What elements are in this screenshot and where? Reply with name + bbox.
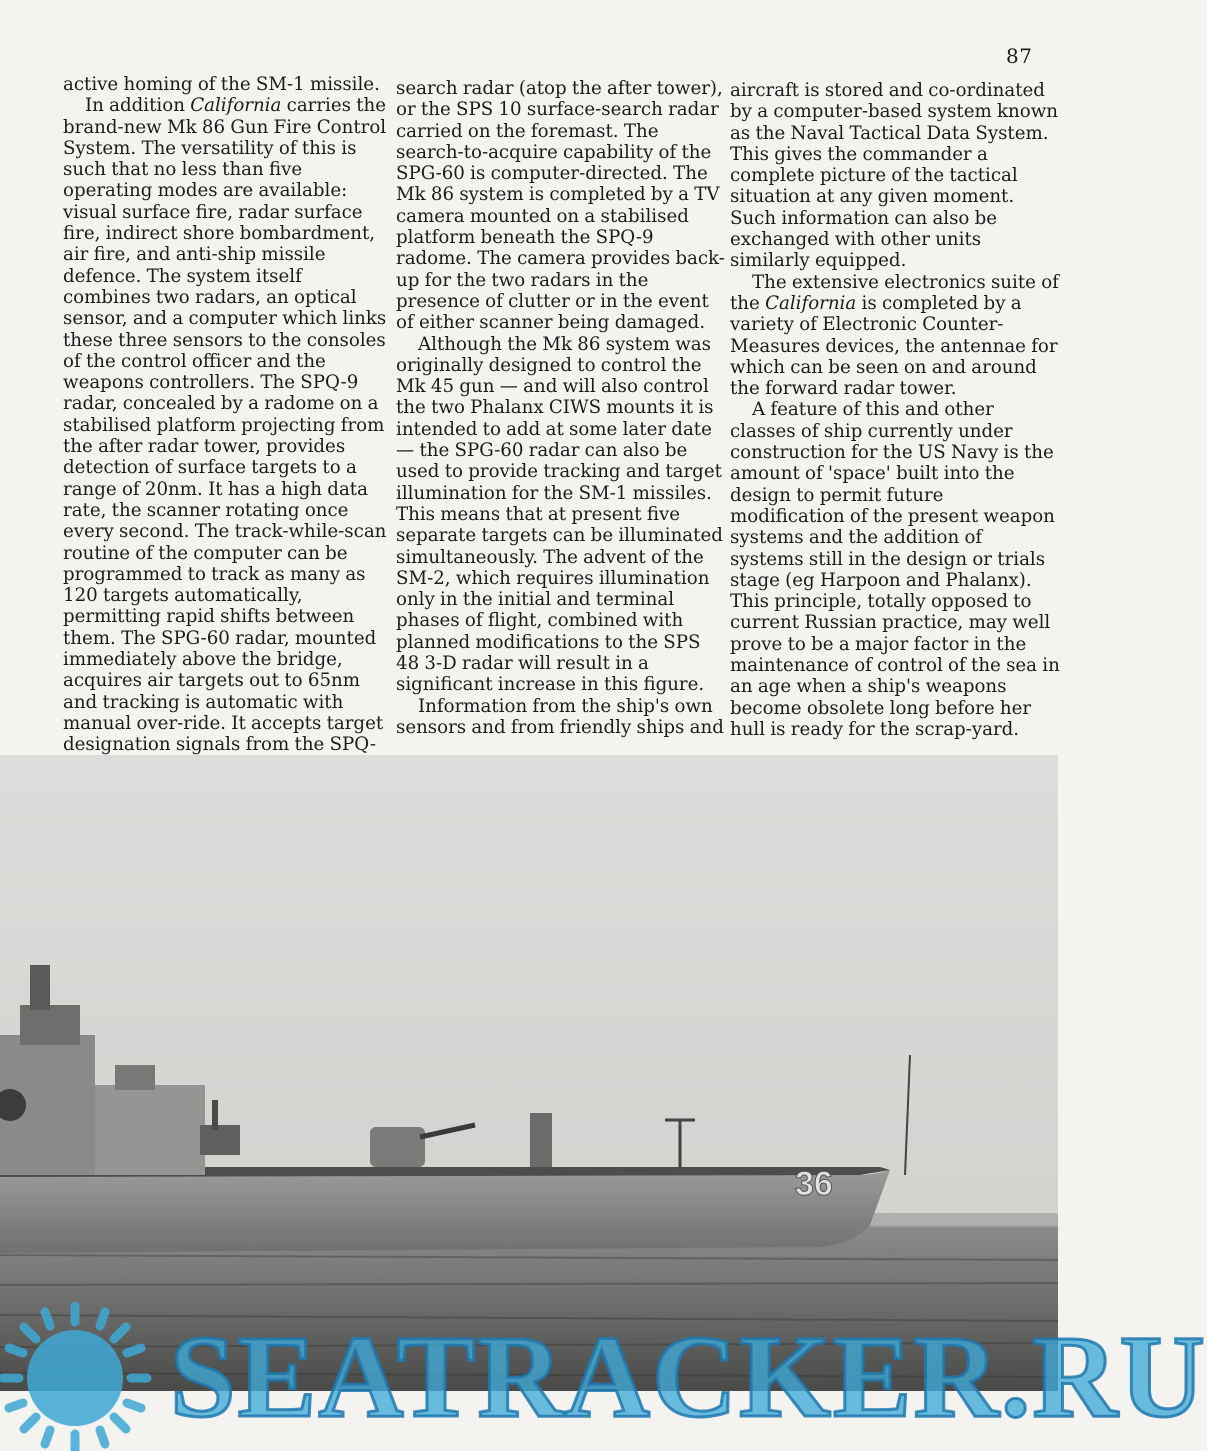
text-column-3 (730, 80, 1060, 740)
paragraph: search radar (atop the after tower), or the SPS 10 surface-search radar carried on the foremast. The search-to-acquire capability of the SPG-60 is computer-directed. The Mk 86 system is completed by a TV camera mounted on a stabilised platform beneath the SPQ-9 radome. The camera provides back-up for the two radars in the presence of clutter or in the event of either scanner being damaged. (396, 78, 725, 334)
paragraph-text: carries the brand-new Mk 86 Gun Fire Control System. The versatility of this is such that no less than five operating modes are available: visual surface fire, radar surface fire, indirect shore bombardment, air fire, and anti-ship missile defence. The system itself combines two radars, an optical sensor, and a computer which links these three sensors to the consoles of the control officer and the weapons controllers. The SPQ-9 radar, concealed by a radome on a stabilised platform projecting from the after radar tower, provides detection of surface targets to a range of 20nm. It has a high data rate, the scanner rotating once every second. The track-while-scan routine of the computer can be programmed to track as many as 120 targets automatically, permitting rapid shifts between them. The SPG-60 radar, mounted immediately above the bridge, acquires air targets out to 65nm and tracking is automatic with manual over-ride. It accepts target designation signals from the SPQ- (63, 95, 387, 756)
hull-number: 36 (795, 1165, 833, 1203)
text-column-1 (63, 74, 393, 777)
page-number: 87 (1006, 44, 1033, 68)
watermark-text: SEATRACKER.RU (170, 1311, 1207, 1442)
gun-turret (370, 1127, 425, 1167)
paragraph-text: is completed by a variety of Electronic Counter-Measures devices, the antennae for which can be seen on and around the forward radar tower. (730, 292, 1058, 400)
ship-photo-illustration (0, 755, 1058, 1391)
ship-hull (0, 1170, 890, 1253)
paragraph: Information from the ship's own sensors and from friendly ships and (396, 695, 724, 738)
paragraph (730, 272, 1060, 400)
ship-name: California (190, 95, 282, 117)
distant-shore (860, 1213, 1058, 1227)
paragraph: aircraft is stored and co-ordinated by a computer-based system known as the Naval Tactical Data System. This gives the commander a complete picture of the tactical situation at any given moment. Such information can also be exchanged with other units similarly equipped. (730, 80, 1058, 272)
paragraph (63, 95, 393, 777)
ship-name: California (765, 292, 857, 314)
text-column-2 (396, 78, 726, 738)
paragraph-text: The extensive electronics suite of the (730, 271, 1059, 314)
paragraph: Although the Mk 86 system was originally designed to control the Mk 45 gun — and will also control the two Phalanx CIWS mounts it is intended to add at some later date — the SPG-60 radar can also be used to provide tracking and target illumination for the SM-1 missiles. This means that at present five separate targets can be illuminated simultaneously. The advent of the SM-2, which requires illumination only in the initial and terminal phases of flight, combined with planned modifications to the SPS 48 3-D radar will result in a significant increase in this figure. (396, 333, 723, 696)
paragraph: active homing of the SM-1 missile. (63, 74, 380, 95)
paragraph: A feature of this and other classes of ship currently under construction for the US Navy is the amount of 'space' built into the design to permit future modification of the present weapon systems and the addition of systems still in the design or trials stage (eg Harpoon and Phalanx). This principle, totally opposed to current Russian practice, may well prove to be a major factor in the maintenance of control of the sea in an age when a ship's weapons become obsolete long before her hull is ready for the scrap-yard. (730, 399, 1060, 740)
ship-photograph (0, 755, 1058, 1391)
paragraph-text: In addition (85, 95, 191, 117)
